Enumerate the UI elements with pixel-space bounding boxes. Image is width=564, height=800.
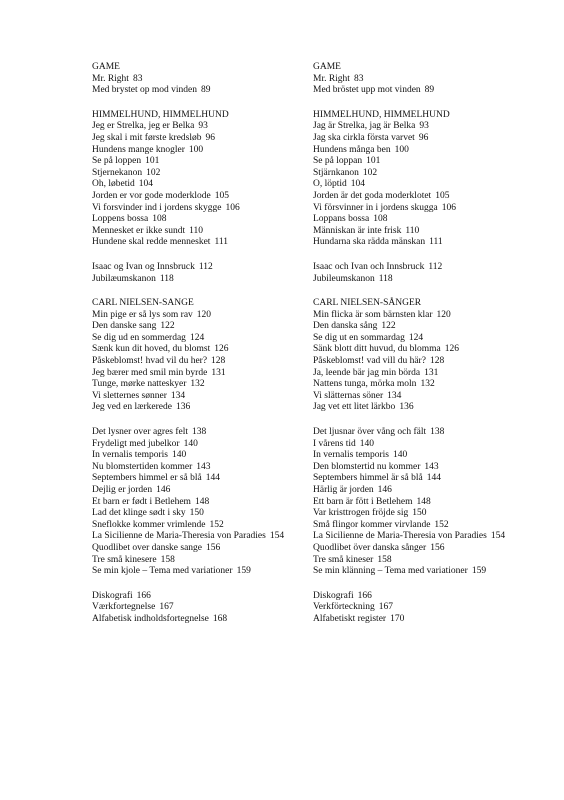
toc-section: [313, 298, 528, 414]
entry-page-number: 93: [198, 121, 208, 132]
toc-entry: [313, 508, 528, 520]
toc-entry: [313, 531, 528, 543]
entry-page-number: 140: [392, 450, 408, 461]
entry-page-number: 156: [206, 542, 221, 553]
toc-entry: [313, 402, 528, 414]
entry-title: Diskografi: [313, 590, 354, 601]
entry-title: Nattens tunga, mörka moln: [313, 379, 417, 390]
entry-title: Stjärnkanon: [313, 167, 359, 178]
entry-title: Isaac og Ivan og Innsbruck: [92, 261, 195, 272]
entry-title: Septembers himmel er så blå: [92, 473, 202, 484]
toc-entry: [92, 179, 307, 191]
entry-title: Mennesket er ikke sundt: [92, 225, 186, 236]
entry-title: Den blomstertid nu kommer: [313, 461, 421, 472]
entry-page-number: 138: [192, 427, 207, 438]
toc-section: [92, 591, 307, 626]
entry-page-number: 108: [152, 214, 167, 225]
entry-title: Se min klänning – Tema med variationer: [313, 566, 468, 577]
toc-section: [92, 262, 307, 285]
toc-entry: [92, 566, 307, 578]
toc-entry: [92, 520, 307, 532]
toc-section: [313, 110, 528, 249]
toc-entry: [92, 121, 307, 133]
entry-page-number: 131: [424, 367, 439, 378]
entry-page-number: 152: [434, 519, 449, 530]
toc-entry: [313, 602, 528, 614]
entry-page-number: 112: [428, 261, 443, 272]
entry-page-number: 101: [145, 156, 160, 167]
entry-title: Mr. Right: [92, 73, 129, 84]
entry-page-number: 144: [426, 473, 441, 484]
entry-page-number: 83: [132, 73, 143, 84]
toc-entry: [313, 439, 528, 451]
entry-title: Ja, leende bär jag min börda: [313, 367, 421, 378]
toc-entry: [313, 485, 528, 497]
entry-page-number: 83: [353, 73, 364, 84]
entry-page-number: 101: [366, 156, 381, 167]
entry-title: Min flicka är som bärnsten klar: [313, 309, 433, 320]
entry-title: Se min kjole – Tema med variationer: [92, 566, 233, 577]
entry-page-number: 154: [490, 531, 506, 542]
entry-title: Se dig ut en sommardag: [313, 332, 405, 343]
toc-section: [92, 427, 307, 578]
entry-title: Människan är inte frisk: [313, 225, 402, 236]
toc-entry: [313, 566, 528, 578]
section-heading: GAME: [313, 62, 341, 72]
entry-page-number: 100: [394, 144, 409, 155]
entry-page-number: 111: [214, 237, 228, 248]
entry-title: Med brystet op mod vinden: [92, 85, 198, 96]
entry-title: Loppans bossa: [313, 214, 370, 225]
entry-page-number: 146: [377, 485, 392, 495]
entry-title: Hundens många ben: [313, 144, 391, 155]
entry-title: Se på loppan: [313, 156, 363, 167]
entry-title: Tre små kineser: [313, 554, 374, 565]
toc-entry: [313, 543, 528, 555]
entry-page-number: 89: [424, 85, 435, 96]
entry-title: La Sicilienne de Maria-Theresia von Paradies: [313, 531, 487, 542]
entry-page-number: 110: [189, 225, 204, 236]
toc-entry: [92, 310, 307, 322]
entry-title: Vi slätternas söner: [313, 390, 384, 401]
entry-page-number: 166: [357, 590, 372, 601]
entry-title: Vi forsvinder ind i jordens skygge: [92, 202, 222, 213]
entry-page-number: 140: [359, 438, 374, 449]
entry-page-number: 108: [373, 214, 388, 225]
entry-page-number: 126: [444, 344, 459, 355]
entry-page-number: 104: [138, 179, 153, 190]
toc-entry: [313, 555, 528, 567]
entry-page-number: 158: [160, 554, 175, 565]
toc-entry: [313, 462, 528, 474]
entry-title: Sænk kun dit hoved, du blomst: [92, 344, 211, 355]
entry-page-number: 93: [419, 121, 429, 132]
entry-title: Sneflokke kommer vrimlende: [92, 519, 206, 530]
entry-page-number: 150: [412, 508, 427, 519]
entry-title: Isaac och Ivan och Innsbruck: [313, 261, 425, 272]
toc-entry: [313, 321, 528, 333]
entry-page-number: 146: [156, 485, 171, 495]
entry-title: Vi försvinner in i jordens skugga: [313, 202, 438, 213]
entry-page-number: 138: [430, 427, 445, 438]
entry-title: La Sicilienne de Maria-Theresia von Paradies: [92, 531, 266, 542]
entry-page-number: 106: [441, 202, 457, 213]
entry-title: Min pige er så lys som rav: [92, 309, 193, 320]
entry-page-number: 136: [399, 402, 414, 413]
toc-entry: [313, 497, 528, 509]
toc-entry: [92, 450, 307, 462]
entry-title: Stjernekanon: [92, 167, 143, 178]
entry-page-number: 168: [212, 613, 228, 624]
entry-title: Se på loppen: [92, 156, 142, 167]
toc-entry: [92, 74, 307, 86]
entry-page-number: 167: [159, 602, 174, 613]
toc-section: [92, 110, 307, 249]
entry-title: Værkfortegnelse: [92, 602, 156, 613]
toc-entry: [92, 321, 307, 333]
entry-title: Den danske sang: [92, 321, 157, 332]
toc-entry: [92, 368, 307, 380]
toc-entry: [92, 156, 307, 168]
toc-entry: [92, 214, 307, 226]
entry-page-number: 140: [183, 438, 198, 449]
entry-page-number: 122: [381, 321, 396, 332]
entry-page-number: 167: [378, 602, 393, 613]
toc-entry: [313, 168, 528, 180]
entry-page-number: 170: [390, 613, 405, 624]
entry-title: Alfabetisk indholdsfortegnelse: [92, 613, 209, 624]
toc-entry: [313, 226, 528, 238]
entry-page-number: 128: [429, 356, 445, 367]
toc-entry: [92, 203, 307, 215]
entry-title: Det ljusnar över vång och fält: [313, 427, 427, 438]
entry-page-number: 132: [190, 379, 205, 390]
entry-title: Lad det klinge sødt i sky: [92, 508, 186, 519]
entry-page-number: 140: [171, 450, 187, 461]
toc-entry: [313, 356, 528, 368]
toc-entry: [92, 555, 307, 567]
toc-entry: [92, 356, 307, 368]
entry-page-number: 132: [420, 379, 435, 390]
toc-entry: [92, 145, 307, 157]
entry-page-number: 118: [378, 273, 393, 284]
entry-title: Jeg bærer med smil min byrde: [92, 367, 208, 378]
toc-entry: [313, 145, 528, 157]
entry-page-number: 124: [408, 332, 424, 343]
entry-page-number: 110: [405, 225, 420, 236]
section-heading: HIMMELHUND, HIMMELHUND: [92, 109, 229, 120]
entry-page-number: 134: [387, 390, 402, 401]
entry-title: Jorden är det goda moderklotet: [313, 190, 432, 201]
toc-entry: [313, 237, 528, 249]
toc-entry: [313, 74, 528, 86]
entry-title: Härlig är jorden: [313, 485, 374, 495]
entry-page-number: 120: [196, 309, 212, 320]
entry-title: In vernalis temporis: [313, 450, 389, 461]
toc-entry: [92, 531, 307, 543]
entry-title: Jag är Strelka, jag är Belka: [313, 121, 416, 132]
entry-page-number: 105: [214, 190, 229, 201]
entry-title: O, löptid: [313, 179, 347, 190]
section-heading: CARL NIELSEN-SÅNGER: [313, 298, 422, 309]
entry-page-number: 152: [209, 519, 224, 530]
toc-entry: [92, 591, 307, 603]
entry-title: Se dig ud en sommerdag: [92, 332, 186, 343]
entry-title: Quodlibet över danska sånger: [313, 542, 427, 553]
entry-page-number: 148: [194, 496, 210, 507]
entry-page-number: 122: [160, 321, 175, 332]
toc-column-danish: [92, 62, 307, 639]
entry-page-number: 144: [205, 473, 220, 484]
toc-entry: [92, 191, 307, 203]
entry-title: Dejlig er jorden: [92, 485, 153, 495]
toc-entry: [313, 614, 528, 626]
toc-entry: [313, 379, 528, 391]
toc-entry: [92, 602, 307, 614]
toc-entry: [92, 237, 307, 249]
entry-title: Et barn er født i Betlehem: [92, 496, 191, 507]
entry-title: Alfabetiskt register: [313, 613, 387, 624]
entry-title: Loppens bossa: [92, 214, 149, 225]
entry-page-number: 96: [205, 132, 215, 143]
toc-entry: [313, 310, 528, 322]
toc-entry: [92, 226, 307, 238]
entry-title: Vi sletternes sønner: [92, 390, 167, 401]
entry-page-number: 166: [136, 590, 151, 601]
toc-entry: [92, 379, 307, 391]
entry-page-number: 102: [362, 167, 378, 178]
entry-title: Små flingor kommer virvlande: [313, 519, 431, 530]
toc-entry: [313, 191, 528, 203]
entry-page-number: 154: [269, 531, 285, 542]
entry-title: Tunge, mørke natteskyer: [92, 379, 187, 390]
entry-title: Jeg er Strelka, jeg er Belka: [92, 121, 195, 132]
section-heading: GAME: [92, 62, 120, 72]
entry-page-number: 158: [377, 554, 392, 565]
toc-entry: [313, 520, 528, 532]
entry-page-number: 131: [211, 367, 226, 378]
entry-title: Jag vet ett litet lärkbo: [313, 402, 396, 413]
entry-title: Jubilæumskanon: [92, 273, 156, 284]
toc-entry: [313, 203, 528, 215]
toc-entry: [92, 439, 307, 451]
entry-page-number: 143: [424, 461, 439, 472]
toc-entry: [92, 462, 307, 474]
entry-title: Hundens mange knogler: [92, 144, 185, 155]
entry-page-number: 105: [435, 190, 450, 201]
toc-entry: [92, 497, 307, 509]
entry-page-number: 128: [211, 356, 226, 367]
entry-page-number: 96: [418, 132, 429, 143]
entry-title: Jubileumskanon: [313, 273, 375, 284]
entry-title: In vernalis temporis: [92, 450, 168, 461]
toc-entry: [92, 85, 307, 97]
toc-entry: [92, 427, 307, 439]
toc-entry: [92, 473, 307, 485]
entry-page-number: 148: [416, 496, 431, 507]
entry-title: Den danska sång: [313, 321, 378, 332]
toc-entry: [92, 391, 307, 403]
toc-entry: [313, 179, 528, 191]
entry-title: Sänk blott ditt huvud, du blomma: [313, 344, 441, 355]
entry-page-number: 112: [198, 261, 213, 272]
toc-entry: [92, 508, 307, 520]
entry-title: I vårens tid: [313, 438, 356, 449]
entry-page-number: 106: [225, 202, 240, 213]
toc-entry: [313, 121, 528, 133]
toc-section: [313, 262, 528, 285]
entry-page-number: 118: [159, 273, 174, 284]
entry-title: Hundarna ska rädda mänskan: [313, 237, 426, 248]
toc-entry: [313, 214, 528, 226]
toc-entry: [92, 614, 307, 626]
entry-title: Påskeblomst! vad vill du här?: [313, 356, 426, 367]
entry-title: Diskografi: [92, 590, 133, 601]
entry-title: Septembers himmel är så blå: [313, 473, 423, 484]
entry-page-number: 136: [175, 402, 191, 413]
toc-entry: [313, 262, 528, 274]
section-heading: CARL NIELSEN-SANGE: [92, 298, 194, 309]
entry-page-number: 111: [429, 237, 443, 248]
entry-page-number: 100: [188, 144, 204, 155]
toc-entry: [92, 485, 307, 497]
toc-entry: [313, 450, 528, 462]
entry-page-number: 104: [350, 179, 366, 190]
toc-entry: [92, 262, 307, 274]
entry-title: Nu blomstertiden kommer: [92, 461, 193, 472]
entry-title: Verkförteckning: [313, 602, 375, 613]
entry-title: Tre små kinesere: [92, 554, 157, 565]
entry-title: Jeg skal i mit første kredsløb: [92, 132, 202, 143]
toc-section: [92, 298, 307, 414]
entry-title: Jeg ved en lærkerede: [92, 402, 172, 413]
toc-entry: [313, 473, 528, 485]
entry-title: Påskeblomst! hvad vil du her?: [92, 356, 208, 367]
entry-title: Mr. Right: [313, 73, 350, 84]
toc-entry: [92, 168, 307, 180]
entry-page-number: 120: [436, 309, 451, 320]
toc-entry: [313, 274, 528, 286]
entry-title: Det lysner over agres felt: [92, 427, 189, 438]
toc-entry: [313, 156, 528, 168]
entry-page-number: 159: [236, 566, 251, 577]
toc-entry: [92, 402, 307, 414]
entry-title: Ett barn är fött i Betlehem: [313, 496, 413, 507]
entry-page-number: 150: [189, 508, 204, 519]
entry-page-number: 124: [189, 332, 205, 343]
entry-title: Oh, løbetid: [92, 179, 135, 190]
toc-entry: [313, 85, 528, 97]
toc-entry: [92, 274, 307, 286]
toc-entry: [92, 543, 307, 555]
section-heading: HIMMELHUND, HIMMELHUND: [313, 109, 450, 120]
toc-section: [313, 62, 528, 97]
toc-entry: [313, 591, 528, 603]
entry-page-number: 143: [196, 461, 211, 472]
entry-page-number: 156: [430, 542, 445, 553]
toc-section: [313, 591, 528, 626]
entry-title: Var kristtrogen fröjde sig: [313, 508, 409, 519]
toc-entry: [92, 333, 307, 345]
toc-entry: [313, 368, 528, 380]
entry-title: Jag ska cirkla första varvet: [313, 132, 415, 143]
toc-entry: [313, 427, 528, 439]
entry-page-number: 126: [214, 344, 229, 355]
entry-title: Frydeligt med jubelkor: [92, 438, 180, 449]
toc-column-swedish: [313, 62, 528, 639]
toc-section: [313, 427, 528, 578]
toc-entry: [313, 133, 528, 145]
entry-page-number: 159: [471, 566, 487, 577]
toc-entry: [313, 344, 528, 356]
toc-entry: [92, 133, 307, 145]
entry-page-number: 134: [170, 390, 186, 401]
entry-title: Med bröstet upp mot vinden: [313, 85, 421, 96]
entry-title: Quodlibet over danske sange: [92, 542, 203, 553]
entry-title: Jorden er vor gode moderklode: [92, 190, 211, 201]
entry-page-number: 89: [201, 85, 211, 96]
toc-entry: [313, 333, 528, 345]
entry-title: Hundene skal redde mennesket: [92, 237, 211, 248]
toc-entry: [92, 344, 307, 356]
toc-entry: [313, 391, 528, 403]
toc-section: [92, 62, 307, 97]
entry-page-number: 102: [146, 167, 161, 178]
